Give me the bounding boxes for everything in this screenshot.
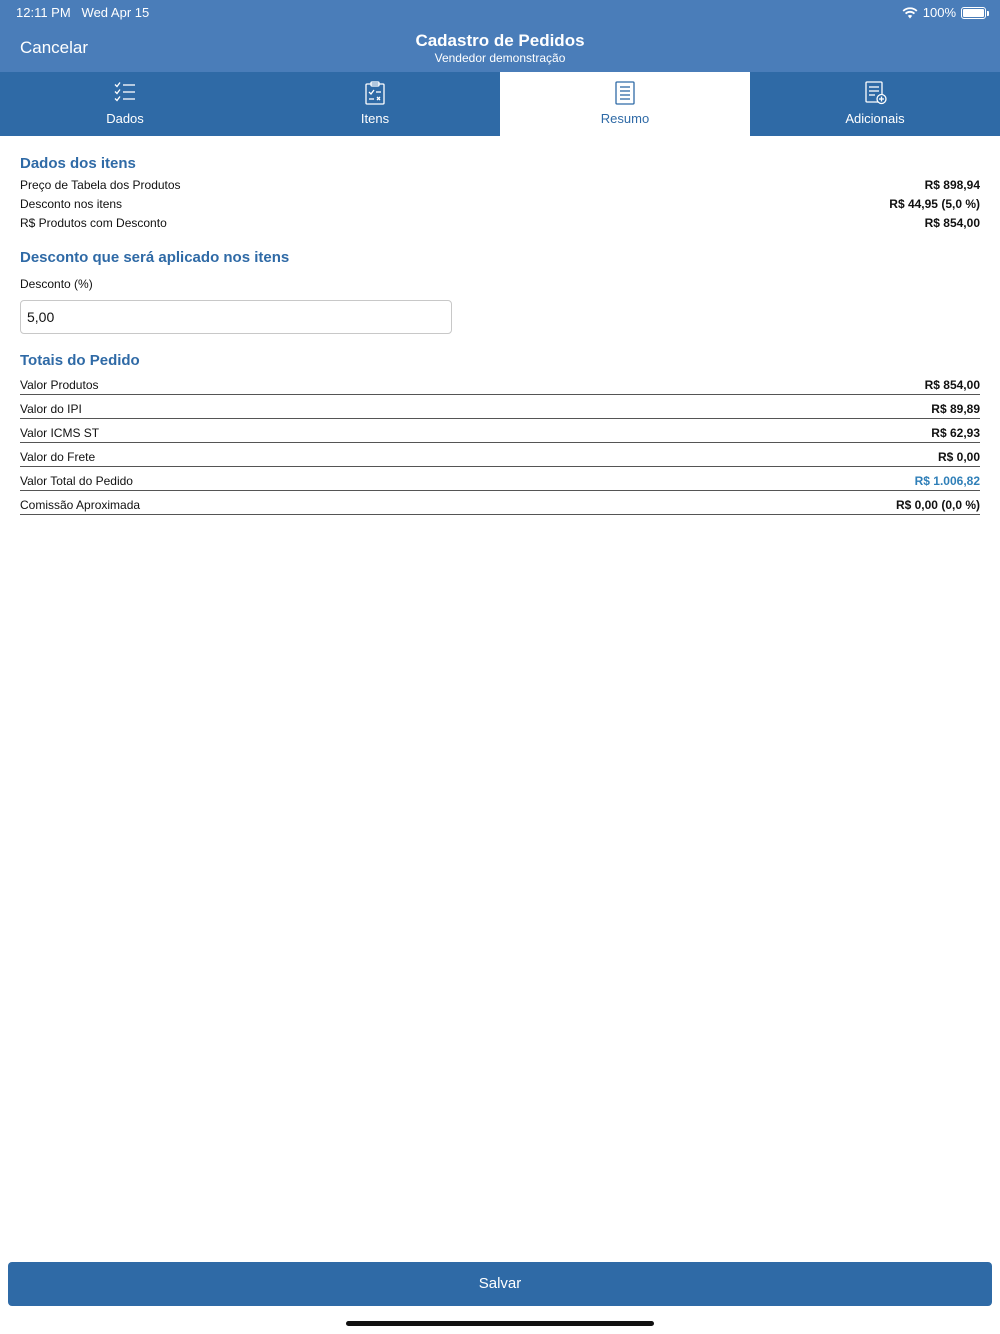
tab-bar — [0, 72, 1000, 136]
row-value: R$ 854,00 — [924, 216, 980, 230]
table-row — [20, 424, 980, 443]
section-title-totais: Totais do Pedido — [20, 352, 140, 369]
tab-itens[interactable] — [250, 72, 500, 136]
row-label: Valor Total do Pedido — [20, 474, 133, 488]
row-label: Preço de Tabela dos Produtos — [20, 178, 181, 192]
row-value: R$ 89,89 — [931, 402, 980, 416]
tab-dados[interactable] — [0, 72, 250, 136]
row-value: R$ 898,94 — [924, 178, 980, 192]
row-label: Desconto nos itens — [20, 197, 123, 211]
section-title-desconto: Desconto que será aplicado nos itens — [20, 249, 290, 266]
clipboard-icon — [364, 81, 386, 105]
table-row — [20, 472, 980, 491]
row-value: R$ 44,95 (5,0 %) — [889, 197, 980, 211]
tab-adicionais[interactable] — [750, 72, 1000, 136]
save-button[interactable]: Salvar — [8, 1262, 992, 1306]
tab-label: Itens — [360, 111, 390, 126]
status-date: Wed Apr 15 — [81, 5, 150, 20]
nav-header — [0, 0, 1000, 72]
table-row — [20, 400, 980, 419]
discount-input[interactable] — [20, 300, 452, 334]
total-value: R$ 1.006,82 — [914, 474, 980, 488]
row-label: Valor Produtos — [20, 378, 99, 392]
list-item — [20, 195, 980, 215]
row-value: R$ 0,00 — [937, 450, 980, 464]
page-subtitle: Vendedor demonstração — [434, 51, 566, 65]
tab-resumo[interactable] — [500, 72, 750, 136]
cancel-button[interactable]: Cancelar — [20, 38, 89, 57]
section-title-dados-itens: Dados dos itens — [20, 155, 136, 172]
document-add-icon — [864, 81, 888, 105]
row-value: R$ 854,00 — [924, 378, 980, 392]
status-indicators — [902, 5, 986, 20]
table-row — [20, 496, 980, 515]
list-item — [20, 176, 980, 196]
tab-label: Adicionais — [845, 111, 905, 126]
tab-label: Resumo — [600, 111, 650, 126]
home-indicator[interactable] — [346, 1321, 654, 1326]
list-item — [20, 214, 980, 234]
row-label: R$ Produtos com Desconto — [20, 216, 167, 230]
discount-field-label: Desconto (%) — [20, 277, 93, 291]
battery-level — [963, 9, 984, 17]
checklist-icon — [114, 81, 136, 103]
battery-percent: 100% — [922, 5, 956, 20]
page-title: Cadastro de Pedidos — [415, 31, 585, 50]
row-label: Valor do IPI — [20, 402, 82, 416]
document-list-icon — [614, 81, 636, 105]
row-value: R$ 0,00 (0,0 %) — [895, 498, 980, 512]
table-row — [20, 376, 980, 395]
row-value: R$ 62,93 — [931, 426, 980, 440]
table-row — [20, 448, 980, 467]
row-label: Comissão Aproximada — [20, 498, 141, 512]
row-label: Valor ICMS ST — [20, 426, 100, 440]
status-time: 12:11 PM Wed Apr 15 — [16, 5, 150, 20]
row-label: Valor do Frete — [20, 450, 96, 464]
battery-icon — [961, 7, 986, 19]
wifi-icon — [902, 7, 918, 19]
tab-label: Dados — [106, 111, 144, 126]
